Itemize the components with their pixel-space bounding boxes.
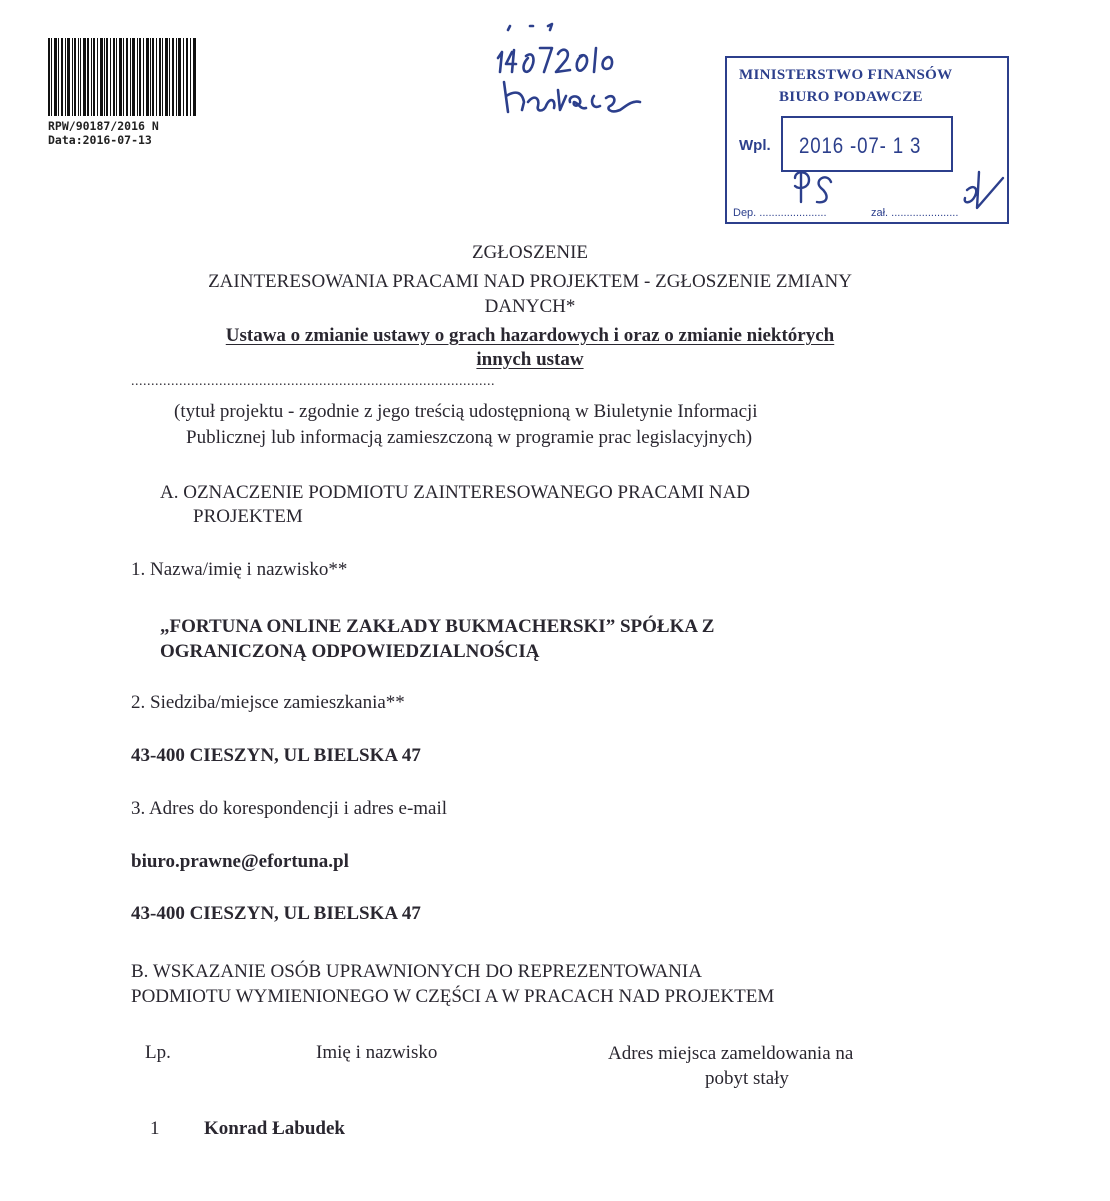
stamp-dep-label: Dep. ......................	[733, 207, 827, 219]
section-b-heading-line2: PODMIOTU WYMIENIONEGO W CZĘŚCI A W PRACACH NAD PROJEKTEM	[131, 986, 775, 1007]
field1-value-line1: „FORTUNA ONLINE ZAKŁADY BUKMACHERSKI” SPÓŁKA Z	[160, 616, 715, 637]
stamp-zal-label: zał. ......................	[871, 207, 959, 219]
table-header-address-line2: pobyt stały	[705, 1068, 789, 1089]
field1-value-line2: OGRANICZONĄ ODPOWIEDZIALNOŚCIĄ	[160, 641, 540, 662]
table-header-name: Imię i nazwisko	[316, 1042, 438, 1063]
field2-value: 43-400 CIESZYN, UL BIELSKA 47	[131, 745, 421, 766]
table-header-address-line1: Adres miejsca zameldowania na	[608, 1043, 854, 1064]
project-note-line1: (tytuł projektu - zgodnie z jego treścią udostępnioną w Biuletynie Informacji	[174, 401, 758, 422]
field2-label: 2. Siedziba/miejsce zamieszkania**	[131, 692, 405, 713]
table-header-lp: Lp.	[145, 1042, 171, 1063]
project-note-line2: Publicznej lub informacją zamieszczoną w programie prac legislacyjnych)	[186, 427, 753, 448]
form-subtitle-line2: DANYCH*	[484, 296, 576, 317]
barcode-number: RPW/90187/2016 N	[48, 119, 159, 133]
act-title-line1: Ustawa o zmianie ustawy o grach hazardowych i oraz o zmianie niektórych	[225, 325, 835, 346]
barcode-image	[48, 38, 196, 116]
field3-email: biuro.prawne@efortuna.pl	[131, 851, 349, 872]
table-row-1-name: Konrad Łabudek	[204, 1118, 345, 1139]
form-subtitle-line1: ZAINTERESOWANIA PRACAMI NAD PROJEKTEM - ZGŁOSZENIE ZMIANY	[208, 271, 852, 292]
stamp-office: BIURO PODAWCZE	[779, 89, 923, 105]
form-title: ZGŁOSZENIE	[471, 242, 589, 263]
dotted-line: ...........................................................................................	[131, 374, 495, 389]
stamp-wpl-label: Wpl.	[739, 137, 771, 154]
barcode-caption	[48, 119, 159, 147]
handwritten-note	[488, 18, 688, 128]
stamp-date: 2016 -07- 1 3	[799, 133, 922, 158]
registry-stamp	[725, 56, 1009, 224]
barcode-date: Data:2016-07-13	[48, 133, 152, 147]
section-a-heading-line2: PROJEKTEM	[193, 506, 303, 527]
section-b-heading-line1: B. WSKAZANIE OSÓB UPRAWNIONYCH DO REPREZENTOWANIA	[131, 961, 702, 982]
act-title-line2: innych ustaw	[476, 349, 584, 370]
field1-label: 1. Nazwa/imię i nazwisko**	[131, 559, 348, 580]
field3-address: 43-400 CIESZYN, UL BIELSKA 47	[131, 903, 421, 924]
stamp-handwriting	[787, 168, 1017, 218]
field3-label: 3. Adres do korespondencji i adres e-mail	[131, 798, 448, 819]
table-row-1-lp: 1	[150, 1118, 160, 1139]
section-a-heading-line1: A. OZNACZENIE PODMIOTU ZAINTERESOWANEGO PRACAMI NAD	[160, 482, 751, 503]
stamp-ministry: MINISTERSTWO FINANSÓW	[739, 67, 953, 83]
